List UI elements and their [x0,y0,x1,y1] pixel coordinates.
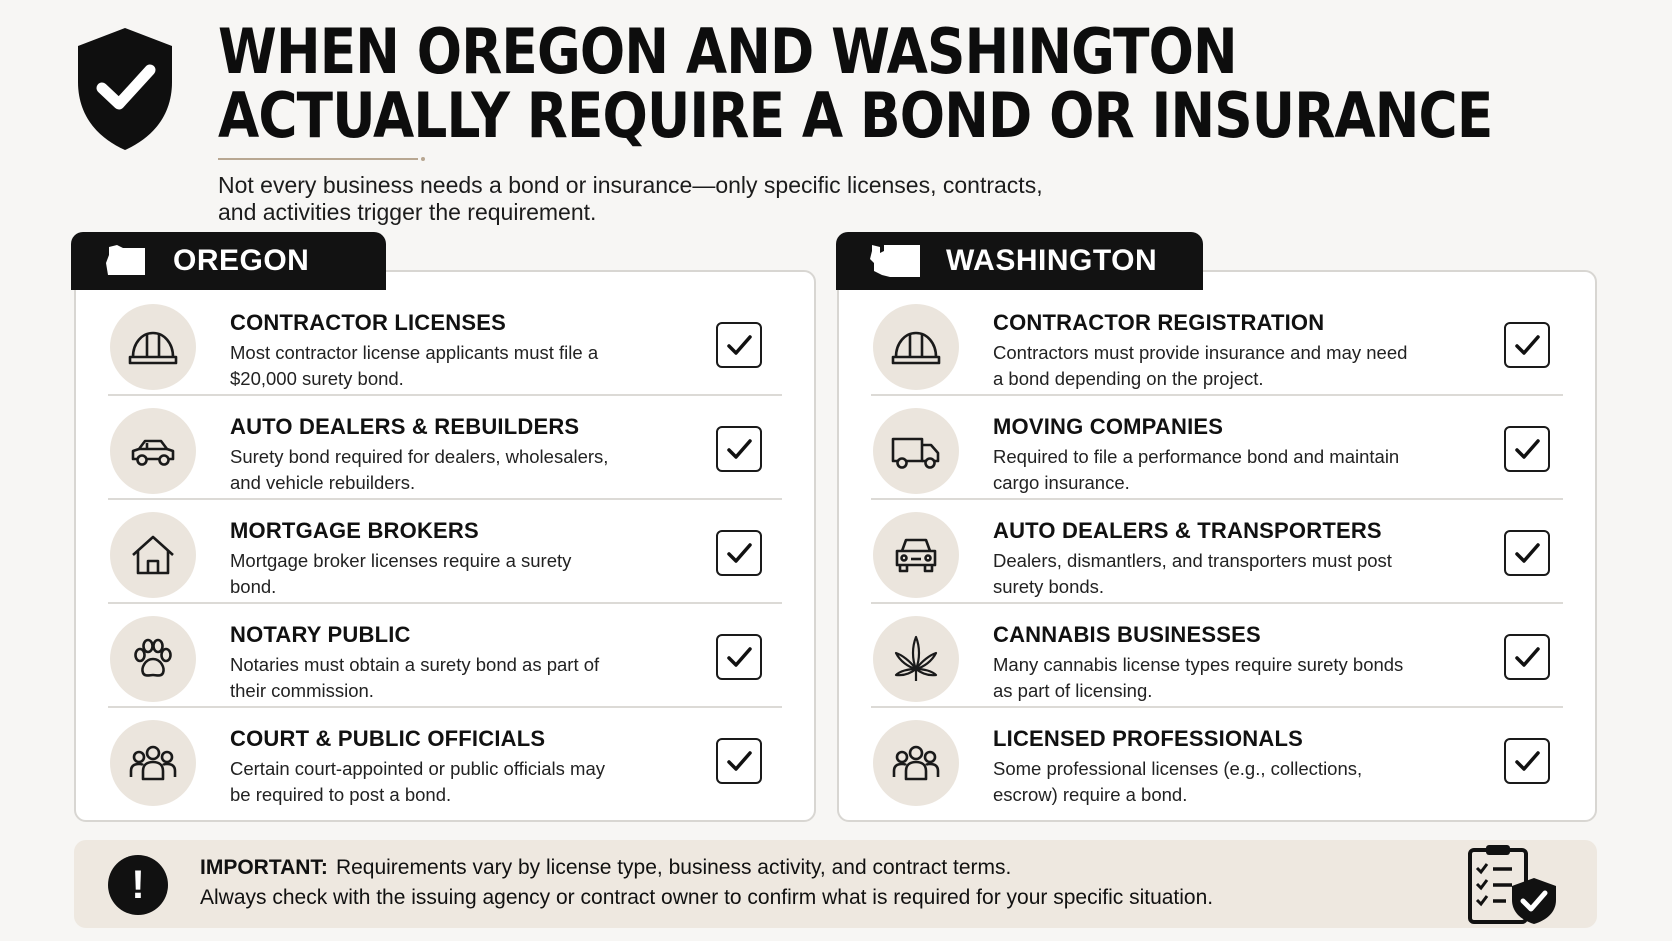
page-title-line-1: WHEN OREGON AND WASHINGTON [218,15,1237,88]
item-description-line: Required to file a performance bond and maintain [993,446,1400,467]
checkbox[interactable] [716,530,762,576]
notice-text-1: Requirements vary by license type, business activity, and contract terms. [335,856,1012,879]
oregon-state-icon [103,241,151,281]
item-title: AUTO DEALERS & TRANSPORTERS [993,518,1382,543]
icon-badge [873,616,959,702]
people-group-icon [888,735,944,791]
item-description-line: $20,000 surety bond. [230,368,404,389]
item-description-line: and vehicle rebuilders. [230,472,416,493]
oregon-panel [74,270,816,822]
item-title: AUTO DEALERS & REBUILDERS [230,414,580,439]
item-title: NOTARY PUBLIC [230,622,411,647]
car-front-icon [888,527,944,583]
list-item [839,604,1595,708]
hard-hat-icon [125,319,181,375]
list-item [839,396,1595,500]
house-icon [125,527,181,583]
item-description-line: escrow) require a bond. [993,784,1188,805]
item-description-line: be required to post a bond. [230,784,452,805]
icon-badge [873,720,959,806]
item-description [230,444,660,496]
icon-badge [110,408,196,494]
item-description [230,548,660,600]
checkmark-icon [1512,330,1542,360]
item-description [993,756,1453,808]
item-description-line: Surety bond required for dealers, wholesalers, [230,446,609,467]
item-description [230,756,660,808]
checkbox[interactable] [1504,738,1550,784]
item-title: CANNABIS BUSINESSES [993,622,1261,647]
item-description [230,652,660,704]
checkbox[interactable] [1504,634,1550,680]
list-item [839,292,1595,396]
checkbox[interactable] [716,634,762,680]
checkmark-icon [724,538,754,568]
subtitle-line-2: and activities trigger the requirement. [218,199,597,225]
item-description-line: Some professional licenses (e.g., collections, [993,758,1363,779]
oregon-tab [71,232,386,290]
washington-label: WASHINGTON [946,244,1158,277]
item-description [993,444,1453,496]
notice-line-2: Always check with the issuing agency or contract owner to confirm what is required for your specific situation. [200,886,1214,909]
item-title: CONTRACTOR REGISTRATION [993,310,1325,335]
item-title: COURT & PUBLIC OFFICIALS [230,726,546,751]
car-icon [125,423,181,479]
item-description-line: Notaries must obtain a surety bond as part of [230,654,600,675]
list-item [76,500,814,604]
item-description-line: Most contractor license applicants must file a [230,342,599,363]
checkbox[interactable] [716,738,762,784]
subtitle-line-1: Not every business needs a bond or insurance—only specific licenses, contracts, [218,172,1043,198]
item-description [993,652,1453,704]
shield-check-icon [70,24,180,154]
item-description-line: Mortgage broker licenses require a surety [230,550,572,571]
checkbox[interactable] [1504,322,1550,368]
cannabis-leaf-icon [888,631,944,687]
item-description-line: bond. [230,576,277,597]
title-underline [218,157,428,161]
item-description [993,340,1453,392]
checkmark-icon [1512,746,1542,776]
item-description-line: Dealers, dismantlers, and transporters must post [993,550,1392,571]
page-title-line-2: ACTUALLY REQUIRE A BOND OR INSURANCE [218,79,1493,152]
icon-badge [110,616,196,702]
page-subtitle [218,172,1178,226]
people-group-icon [125,735,181,791]
notice-line-1 [200,856,1011,880]
checkmark-icon [1512,434,1542,464]
list-item [76,708,814,812]
icon-badge [110,512,196,598]
checkmark-icon [1512,642,1542,672]
item-title: MORTGAGE BROKERS [230,518,479,543]
list-item [76,292,814,396]
item-description-line: their commission. [230,680,374,701]
icon-badge [873,512,959,598]
item-description-line: Many cannabis license types require surety bonds [993,654,1404,675]
important-notice [74,840,1597,928]
item-description [230,340,660,392]
checkmark-icon [724,330,754,360]
hard-hat-icon [888,319,944,375]
item-description-line: as part of licensing. [993,680,1153,701]
icon-badge [873,304,959,390]
oregon-label: OREGON [173,244,310,277]
item-description-line: a bond depending on the project. [993,368,1264,389]
icon-badge [873,408,959,494]
checkmark-icon [1512,538,1542,568]
checkmark-icon [724,642,754,672]
checkbox[interactable] [716,426,762,472]
washington-tab [836,232,1203,290]
checkbox[interactable] [1504,530,1550,576]
washington-panel [837,270,1597,822]
list-item [76,396,814,500]
truck-icon [888,423,944,479]
page-title [218,15,1493,152]
icon-badge [110,720,196,806]
list-item [76,604,814,708]
checkbox[interactable] [716,322,762,368]
item-description-line: Contractors must provide insurance and may need [993,342,1408,363]
exclamation-icon: ! [108,855,168,915]
clipboard-shield-icon [1464,844,1564,926]
paw-icon [125,631,181,687]
list-item [839,500,1595,604]
checkmark-icon [724,434,754,464]
item-description-line: cargo insurance. [993,472,1130,493]
item-description-line: Certain court-appointed or public officials may [230,758,605,779]
item-description-line: surety bonds. [993,576,1105,597]
item-description [993,548,1453,600]
list-item [839,708,1595,812]
washington-state-icon [868,241,924,281]
icon-badge [110,304,196,390]
checkbox[interactable] [1504,426,1550,472]
checkmark-icon [724,746,754,776]
item-title: LICENSED PROFESSIONALS [993,726,1303,751]
item-title: CONTRACTOR LICENSES [230,310,506,335]
notice-label: IMPORTANT: [200,856,328,879]
item-title: MOVING COMPANIES [993,414,1224,439]
